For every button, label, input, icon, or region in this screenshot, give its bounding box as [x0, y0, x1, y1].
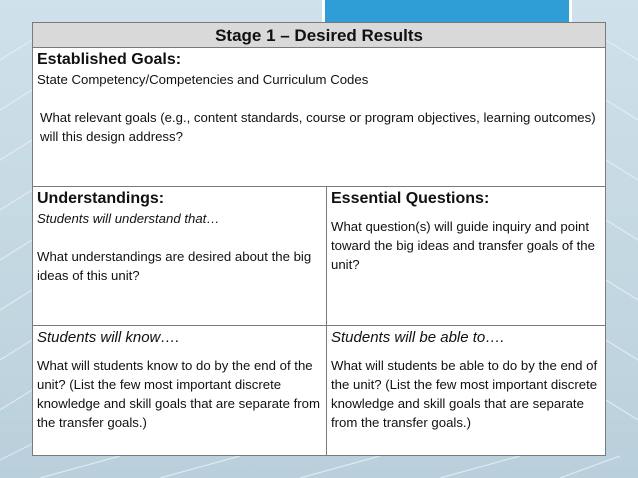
- stage-title: Stage 1 – Desired Results: [33, 23, 605, 48]
- understandings-cell: [33, 187, 327, 326]
- students-know-cell: [33, 326, 327, 455]
- essential-questions-heading: Essential Questions:: [331, 190, 490, 207]
- competency-codes-text: State Competency/Competencies and Curriculum Codes: [37, 72, 369, 87]
- students-know-prompt: What will students know to do by the end of the unit? (List the few most important discrete knowledge and skill goals that are separate from the transfer goals.): [37, 358, 320, 430]
- established-goals-cell: [33, 48, 605, 187]
- accent-bar: [322, 0, 572, 22]
- understandings-subheading: Students will understand that…: [37, 211, 220, 226]
- essential-questions-prompt: What question(s) will guide inquiry and point toward the big ideas and transfer goals of the unit?: [331, 219, 595, 272]
- students-able-heading: Students will be able to….: [331, 329, 505, 346]
- essential-questions-cell: [327, 187, 605, 326]
- students-able-cell: [327, 326, 605, 455]
- students-able-prompt: What will students be able to do by the end of the unit? (List the few most important discrete knowledge and skill goals that are separate from the transfer goals.): [331, 358, 598, 430]
- stage1-table: [32, 22, 606, 456]
- relevant-goals-prompt: What relevant goals (e.g., content standards, course or program objectives, learning outcomes) will this design address?: [40, 110, 596, 144]
- understandings-heading: Understandings:: [37, 190, 165, 207]
- students-know-heading: Students will know….: [37, 329, 180, 346]
- established-goals-heading: Established Goals:: [37, 51, 182, 68]
- understandings-prompt: What understandings are desired about the big ideas of this unit?: [37, 249, 312, 283]
